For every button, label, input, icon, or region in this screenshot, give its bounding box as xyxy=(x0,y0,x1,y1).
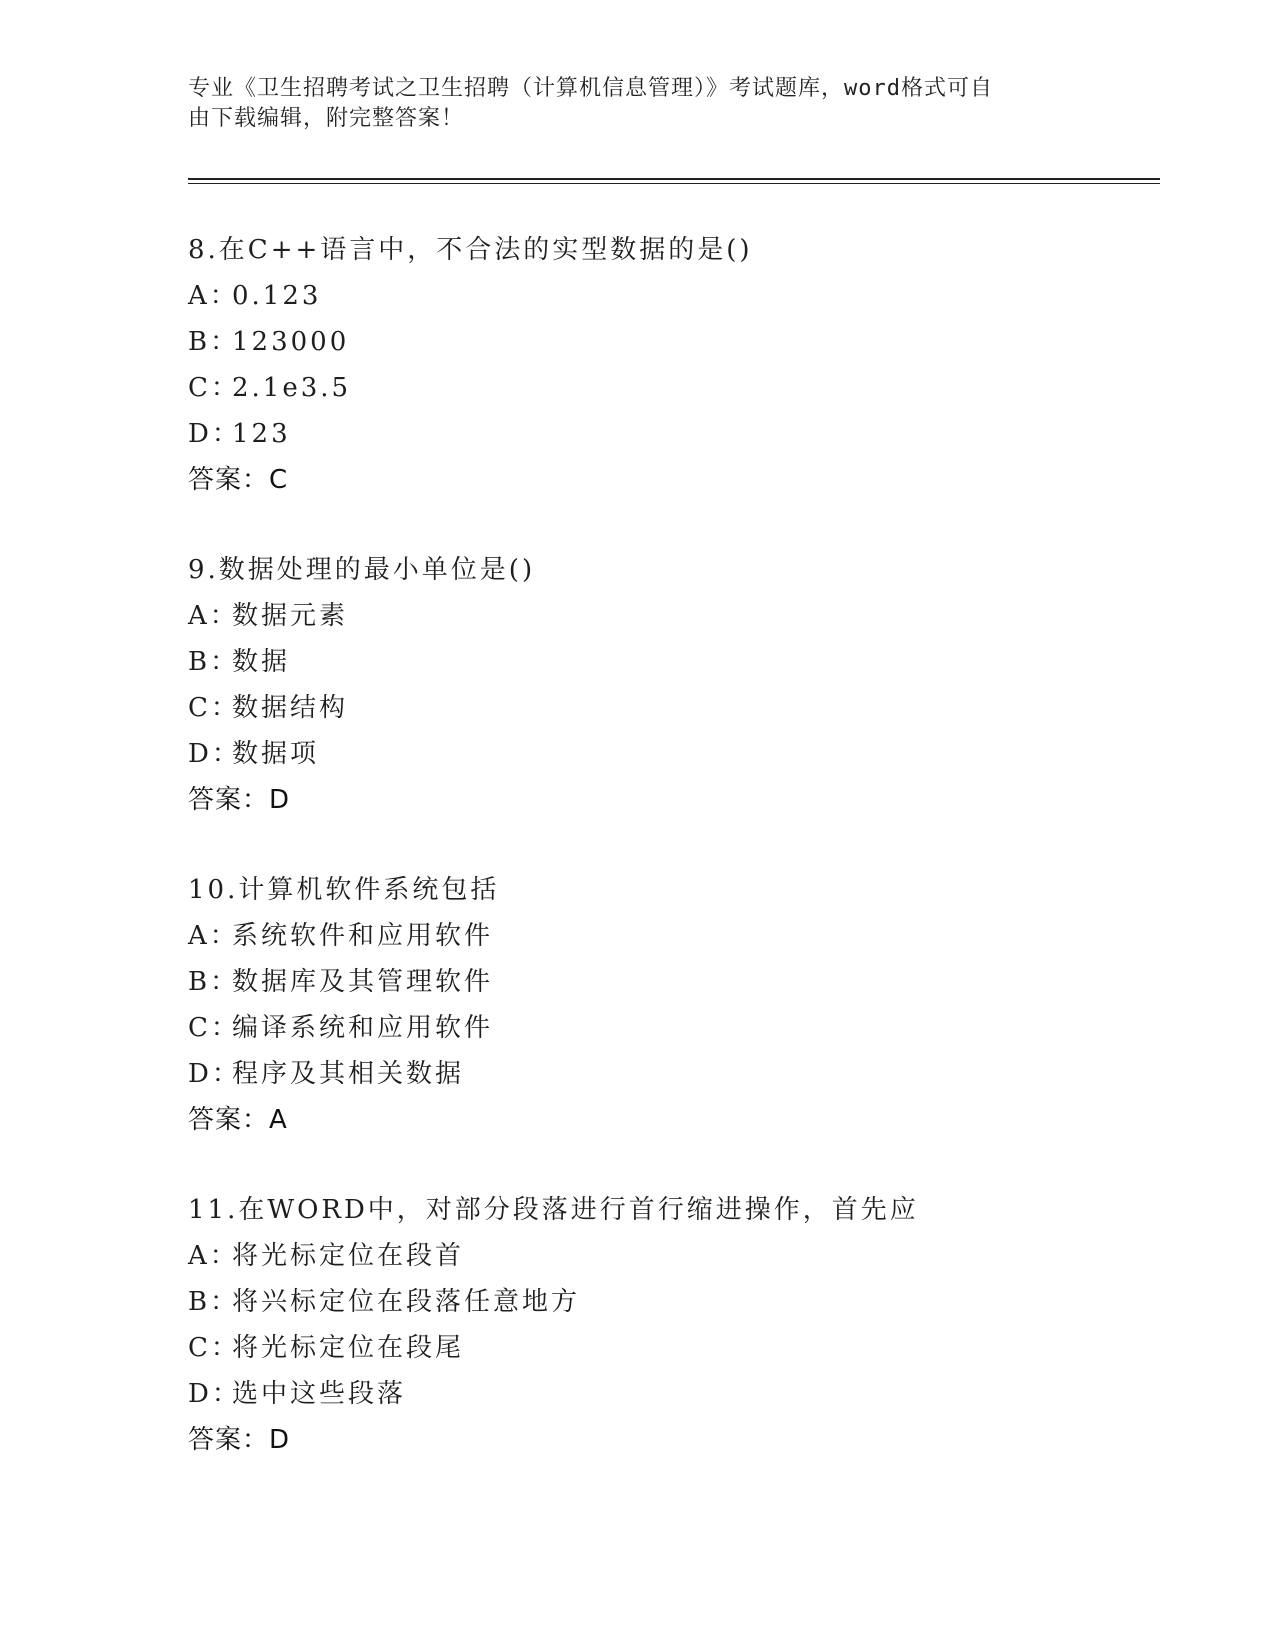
answer-line: 答案：D xyxy=(188,1425,291,1455)
option-key: B： xyxy=(188,647,240,677)
option-text: 数据结构 xyxy=(232,693,349,723)
option-text: 将兴标定位在段落任意地方 xyxy=(232,1287,581,1317)
answer-line: 答案：C xyxy=(188,465,289,495)
option-key: A： xyxy=(188,921,239,951)
option-key: A： xyxy=(188,1241,239,1271)
option-text: 数据 xyxy=(232,647,291,677)
option-key: C： xyxy=(188,373,240,403)
option-text: 数据项 xyxy=(232,739,320,769)
question-stem: 8.在C++语言中，不合法的实型数据的是() xyxy=(188,235,753,265)
option-key: C： xyxy=(188,1013,240,1043)
question-9 xyxy=(188,547,1148,823)
option-d xyxy=(188,411,1148,457)
option-key: C： xyxy=(188,693,240,723)
option-text: 数据库及其管理软件 xyxy=(232,967,494,997)
question-stem: 9.数据处理的最小单位是() xyxy=(188,555,536,585)
option-b xyxy=(188,1279,1148,1325)
option-key: B： xyxy=(188,1287,240,1317)
header-divider-thick xyxy=(188,178,1160,180)
option-key: A： xyxy=(188,601,239,631)
option-c xyxy=(188,685,1148,731)
option-d xyxy=(188,1371,1148,1417)
option-text: 编译系统和应用软件 xyxy=(232,1013,494,1043)
option-text: 程序及其相关数据 xyxy=(232,1059,465,1089)
option-key: B： xyxy=(188,967,240,997)
question-8 xyxy=(188,227,1148,503)
option-text: 将光标定位在段尾 xyxy=(232,1333,465,1363)
option-text: 123000 xyxy=(232,327,350,357)
question-11 xyxy=(188,1187,1148,1463)
option-d xyxy=(188,731,1148,777)
option-key: D： xyxy=(188,739,241,769)
option-c xyxy=(188,1325,1148,1371)
option-text: 2.1e3.5 xyxy=(232,373,352,403)
option-key: D： xyxy=(188,419,241,449)
option-b xyxy=(188,319,1148,365)
option-text: 0.123 xyxy=(232,281,322,311)
answer-line: 答案：A xyxy=(188,1105,288,1135)
option-text: 123 xyxy=(232,419,291,449)
option-key: D： xyxy=(188,1059,241,1089)
option-key: B： xyxy=(188,327,240,357)
header-divider-thin xyxy=(188,183,1160,184)
option-key: D： xyxy=(188,1379,241,1409)
option-text: 系统软件和应用软件 xyxy=(232,921,494,951)
option-key: C： xyxy=(188,1333,240,1363)
option-d xyxy=(188,1051,1148,1097)
option-text: 选中这些段落 xyxy=(232,1379,407,1409)
option-b xyxy=(188,639,1148,685)
question-10 xyxy=(188,867,1148,1143)
option-text: 数据元素 xyxy=(232,601,349,631)
option-a xyxy=(188,913,1148,959)
question-stem: 10.计算机软件系统包括 xyxy=(188,875,500,905)
option-c xyxy=(188,365,1148,411)
option-c xyxy=(188,1005,1148,1051)
option-text: 将光标定位在段首 xyxy=(232,1241,465,1271)
option-key: A： xyxy=(188,281,239,311)
document-header xyxy=(188,74,1068,134)
question-stem: 11.在WORD中，对部分段落进行首行缩进操作，首先应 xyxy=(188,1195,919,1225)
option-a xyxy=(188,593,1148,639)
option-b xyxy=(188,959,1148,1005)
header-line-2: 由下载编辑，附完整答案！ xyxy=(188,106,465,131)
answer-line: 答案：D xyxy=(188,785,291,815)
option-a xyxy=(188,273,1148,319)
header-line-1: 专业《卫生招聘考试之卫生招聘（计算机信息管理）》考试题库，word格式可自 xyxy=(188,76,993,101)
option-a xyxy=(188,1233,1148,1279)
